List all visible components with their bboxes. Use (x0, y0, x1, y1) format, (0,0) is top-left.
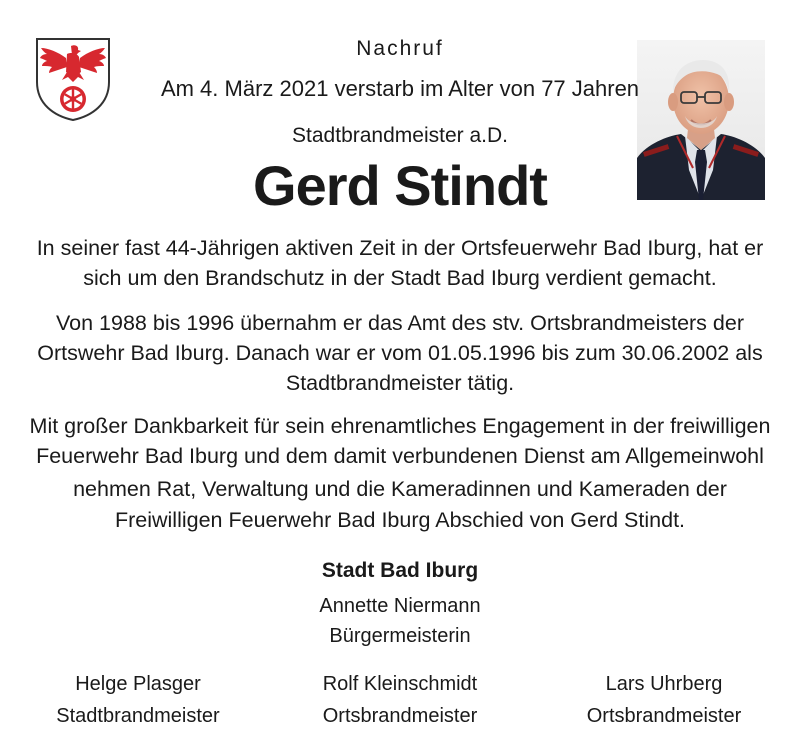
deceased-name: Gerd Stindt (253, 154, 547, 217)
paragraph-3-line-2: Feuerwehr Bad Iburg und dem damit verbundenen Dienst am Allgemeinwohl (36, 444, 764, 468)
signature-center-title: Ortsbrandmeister (322, 705, 478, 727)
signature-left-title: Stadtbrandmeister (56, 705, 220, 727)
paragraph-3-line-3: nehmen Rat, Verwaltung und die Kameradinnen und Kameraden der (73, 477, 727, 501)
death-announcement: Am 4. März 2021 verstarb im Alter von 77 Jahren (160, 76, 640, 101)
paragraph-2-line-3: Stadtbrandmeister tätig. (285, 371, 515, 395)
signature-left-name: Helge Plasger (75, 673, 201, 695)
deceased-rank: Stadtbrandmeister a.D. (292, 124, 508, 147)
signature-center-name: Rolf Kleinschmidt (322, 673, 478, 695)
paragraph-1-line-2: sich um den Brandschutz in der Stadt Bad Iburg verdient gemacht. (83, 266, 717, 290)
signature-right-name: Lars Uhrberg (605, 673, 723, 695)
signature-mayor-title: Bürgermeisterin (329, 625, 471, 647)
signature-right-title: Ortsbrandmeister (586, 705, 742, 727)
notice-heading: Nachruf (356, 37, 444, 60)
paragraph-3-line-1: Mit großer Dankbarkeit für sein ehrenamtliches Engagement in der freiwilligen (29, 414, 771, 438)
paragraph-1-line-1: In seiner fast 44-Jährigen aktiven Zeit in der Ortsfeuerwehr Bad Iburg, hat er (36, 236, 764, 260)
paragraph-2-line-2: Ortswehr Bad Iburg. Danach war er vom 01.05.1996 bis zum 30.06.2002 als (37, 341, 763, 365)
signature-mayor-name: Annette Niermann (319, 595, 481, 617)
signature-organization: Stadt Bad Iburg (321, 559, 479, 582)
paragraph-2-line-1: Von 1988 bis 1996 übernahm er das Amt des stv. Ortsbrandmeisters der (56, 311, 744, 335)
paragraph-3-line-4: Freiwilligen Feuerwehr Bad Iburg Abschied von Gerd Stindt. (114, 508, 686, 532)
